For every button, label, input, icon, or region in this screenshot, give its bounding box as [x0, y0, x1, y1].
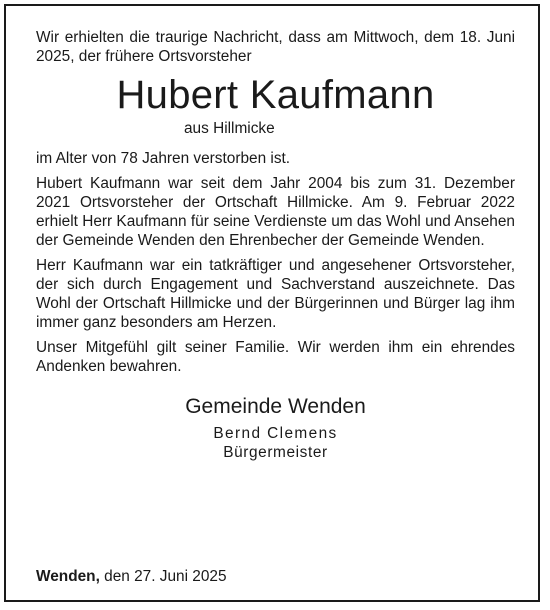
- place-date: [36, 567, 227, 586]
- paragraph-condolence: Unser Mitgefühl gilt seiner Familie. Wir werden ihm ein ehrendes Andenken bewahren.: [36, 339, 515, 375]
- age-text: im Alter von 78 Jahren verstorben ist.: [36, 150, 291, 167]
- origin-text: aus Hillmicke: [184, 120, 275, 137]
- obituary-notice: [36, 28, 515, 462]
- organization-name: Gemeinde Wenden: [185, 395, 366, 418]
- signer-title: Bürgermeister: [223, 444, 328, 461]
- deceased-name: Hubert Kaufmann: [116, 73, 435, 117]
- paragraph-character: Herr Kaufmann war ein tatkräftiger und angesehener Ortsvorsteher, der sich durch Engagement und Sachverstand auszeichnete. Das Wohl der Ortschaft Hillmicke und der Bürgerinnen und Bürger lag ihm immer ganz besonders am Herzen.: [36, 257, 515, 331]
- place-name: Wenden,: [36, 568, 100, 585]
- intro-text: Wir erhielten die traurige Nachricht, dass am Mittwoch, dem 18. Juni 2025, der frühere Ortsvorsteher: [36, 29, 515, 65]
- signer-name: Bernd Clemens: [213, 425, 338, 442]
- notice-date: den 27. Juni 2025: [99, 568, 227, 585]
- paragraph-career: Hubert Kaufmann war seit dem Jahr 2004 bis zum 31. Dezember 2021 Ortsvorsteher der Ortschaft Hillmicke. Am 9. Februar 2022 erhielt Herr Kaufmann für seine Verdienste um das Wohl und Ansehen der Gemeinde Wenden den Ehrenbecher der Gemeinde Wenden.: [36, 175, 515, 249]
